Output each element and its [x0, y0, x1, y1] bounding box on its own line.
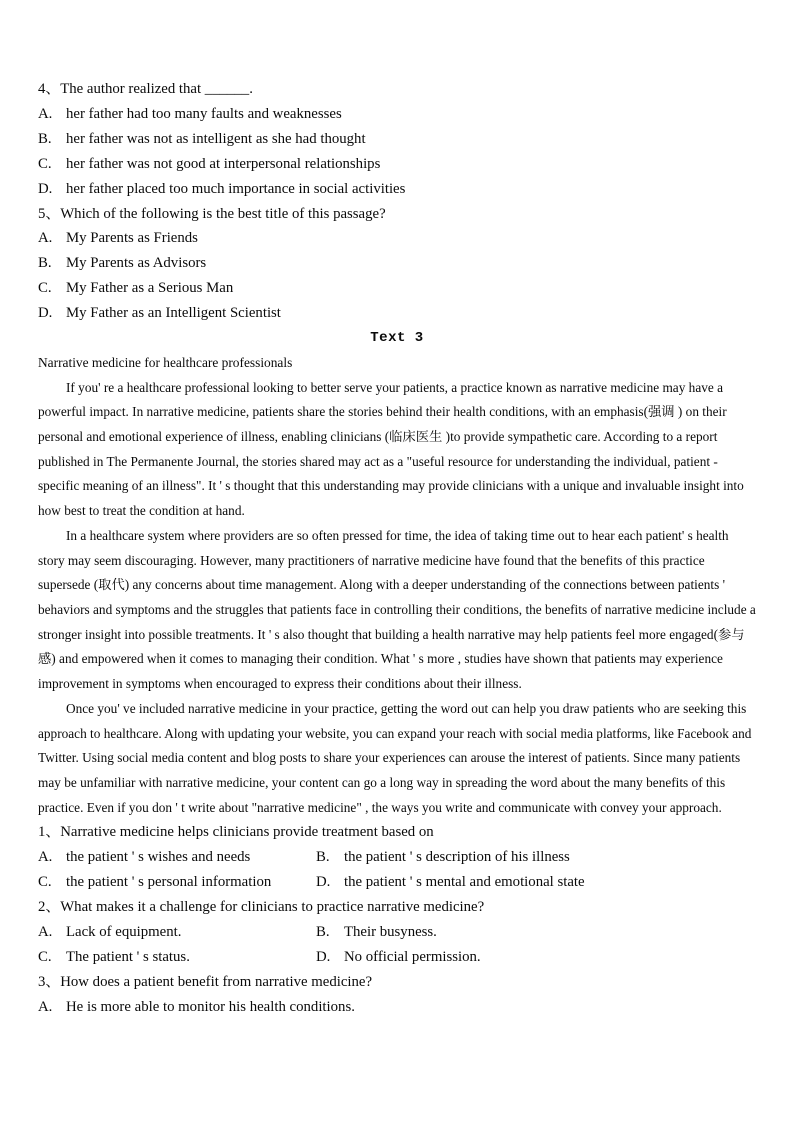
option-line [316, 945, 756, 970]
question-1 [38, 820, 756, 895]
option-text: My Parents as Friends [66, 230, 198, 247]
passage-paragraph-1: If you' re a healthcare professional looking to better serve your patients, a practice known as narrative medicine may have a powerful impact. In narrative medicine, patients share the stories behind their health conditions, with an emphasis(强调 ) on their personal and emotional experience of illness, enabling clinicians (临床医生 )to provide sympathetic care. According to a report published in The Permanente Journal, the stories shared may act as a "useful resource for understanding the individual, patient - specific meaning of an illness". It ' s thought that this understanding may provide clinicians with a unique and invaluable insight into how best to treat the condition at hand. [38, 379, 744, 519]
option-letter: B. [38, 255, 52, 272]
option-line [38, 226, 756, 251]
option-letter: D. [316, 874, 331, 891]
question-number: 5、 [38, 205, 61, 222]
option-text: the patient ' s mental and emotional state [344, 874, 585, 891]
options-row [38, 870, 756, 895]
option-letter: B. [38, 130, 52, 147]
option-line [316, 920, 756, 945]
question-stem: The author realized that ______. [60, 81, 253, 97]
option-text: Lack of equipment. [66, 923, 182, 940]
option-letter: D. [38, 305, 53, 322]
option-letter: C. [38, 155, 52, 172]
question-stem-line [38, 970, 756, 995]
question-number: 1、 [38, 824, 61, 841]
option-line [38, 276, 756, 301]
option-letter: B. [316, 923, 330, 940]
option-letter: D. [316, 948, 331, 965]
option-line [38, 251, 756, 276]
question-3 [38, 970, 756, 1020]
option-line [38, 177, 756, 202]
option-text: her father was not as intelligent as she had thought [66, 130, 366, 147]
option-text: the patient ' s wishes and needs [66, 849, 251, 866]
option-line [38, 870, 316, 895]
passage-paragraph-3: Once you' ve included narrative medicine in your practice, getting the word out can help you draw patients who are seeking this approach to healthcare. Along with updating your website, you can expand your reach with social media platforms, like Facebook and Twitter. Using social media content and blog posts to share your experiences can arouse the interest of patients. Since many patients may be unfamiliar with narrative medicine, your content can go a long way in spreading the word about the many benefits of this practice. Even if you don ' t write about "narrative medicine" , the ways you write and communicate with convey your approach. [38, 700, 752, 815]
option-line [316, 870, 756, 895]
option-letter: A. [38, 230, 53, 247]
section-heading: Text 3 [370, 330, 424, 347]
option-letter: A. [38, 105, 53, 122]
options-row [38, 920, 756, 945]
option-letter: A. [38, 923, 53, 940]
option-text: her father had too many faults and weaknesses [66, 105, 342, 122]
option-text: No official permission. [344, 948, 481, 965]
option-text: He is more able to monitor his health conditions. [66, 998, 355, 1015]
question-stem-line [38, 820, 756, 845]
option-line [38, 945, 316, 970]
option-text: her father placed too much importance in social activities [66, 180, 406, 197]
question-stem: Narrative medicine helps clinicians provide treatment based on [60, 824, 434, 841]
passage-title: Narrative medicine for healthcare professionals [38, 354, 293, 370]
option-line [38, 152, 756, 177]
option-letter: A. [38, 998, 53, 1015]
question-number: 4、 [38, 81, 61, 97]
option-line [38, 845, 316, 870]
option-line [38, 102, 756, 127]
question-stem: What makes it a challenge for clinicians to practice narrative medicine? [60, 899, 485, 916]
option-letter: A. [38, 849, 53, 866]
question-stem: How does a patient benefit from narrative medicine? [60, 973, 373, 990]
option-letter: D. [38, 180, 53, 197]
passage-paragraph-2: In a healthcare system where providers are so often pressed for time, the idea of taking time out to hear each patient' s health story may seem discouraging. However, many practitioners of narrative medicine have found that the benefits of this practice supersede (取代) any concerns about time management. Along with a deeper understanding of the connections between patients ' behaviors and symptoms and the struggles that patients face in controlling their conditions, the benefits of narrative medicine include a stronger insight into possible treatments. It ' s also thought that building a health narrative may help patients feel more engaged(参与感) and empowered when it comes to managing their condition. What ' s more , studies have shown that patients may experience improvement in symptoms when encouraged to express their conditions about their illness. [38, 527, 756, 692]
options-row [38, 945, 756, 970]
option-text: her father was not good at interpersonal relationships [66, 155, 381, 172]
option-line [316, 845, 756, 870]
question-number: 3、 [38, 973, 61, 990]
option-text: Their busyness. [344, 923, 437, 940]
question-4 [38, 77, 756, 202]
option-text: My Parents as Advisors [66, 255, 207, 272]
option-text: My Father as an Intelligent Scientist [66, 305, 281, 322]
question-5 [38, 202, 756, 327]
option-letter: C. [38, 874, 52, 891]
question-number: 2、 [38, 899, 61, 916]
option-line [38, 995, 756, 1020]
option-text: the patient ' s description of his illness [344, 849, 570, 866]
option-letter: C. [38, 280, 52, 297]
option-text: the patient ' s personal information [66, 874, 272, 891]
question-stem-line [38, 202, 756, 227]
question-stem-line [38, 77, 756, 102]
options-row [38, 845, 756, 870]
question-2 [38, 895, 756, 970]
option-text: The patient ' s status. [66, 948, 190, 965]
option-line [38, 920, 316, 945]
option-text: My Father as a Serious Man [66, 280, 234, 297]
option-line [38, 127, 756, 152]
option-letter: C. [38, 948, 52, 965]
question-stem-line [38, 895, 756, 920]
question-stem: Which of the following is the best title of this passage? [60, 205, 386, 222]
option-line [38, 301, 756, 326]
option-letter: B. [316, 849, 330, 866]
